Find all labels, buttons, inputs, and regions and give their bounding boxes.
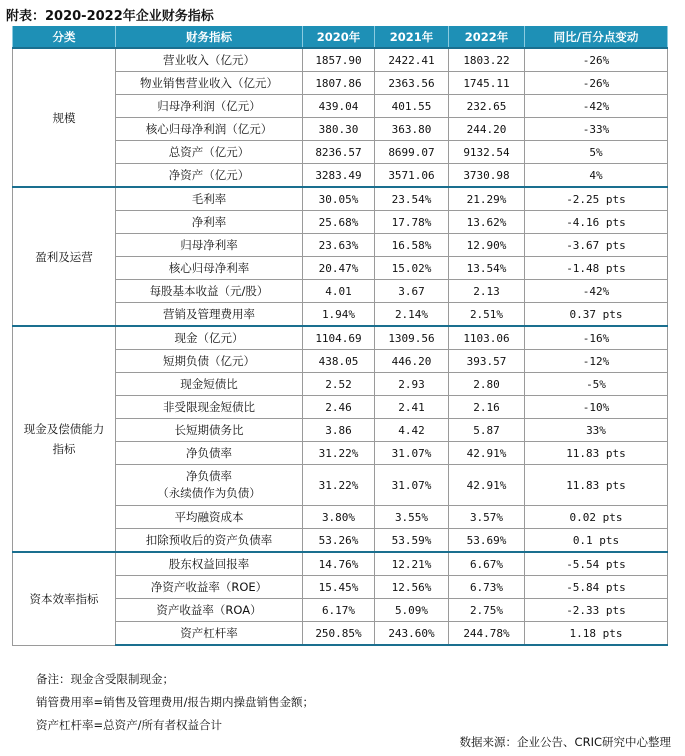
value-2020: 3.86 [303, 419, 375, 442]
value-2020: 31.22% [303, 442, 375, 465]
indicator-cell: 营业收入（亿元） [116, 48, 303, 72]
header-row [13, 26, 668, 48]
value-2021: 3571.06 [375, 164, 449, 188]
indicator-cell: 净资产（亿元） [116, 164, 303, 188]
indicator-cell: 长短期债务比 [116, 419, 303, 442]
value-2022: 9132.54 [449, 141, 525, 164]
note-line: 资产杠杆率=总资产/所有者权益合计 [36, 718, 223, 732]
indicator-cell: 营销及管理费用率 [116, 303, 303, 327]
financial-indicators-table [12, 26, 668, 646]
indicator-cell: 毛利率 [116, 187, 303, 211]
value-2022: 3730.98 [449, 164, 525, 188]
category-scale: 规模 [13, 48, 116, 187]
header-2022: 2022年 [449, 26, 525, 48]
indicator-cell: 总资产（亿元） [116, 141, 303, 164]
indicator-cell: 扣除预收后的资产负债率 [116, 529, 303, 553]
value-2022: 13.62% [449, 211, 525, 234]
value-2021: 446.20 [375, 350, 449, 373]
value-2022: 1803.22 [449, 48, 525, 72]
value-2020: 23.63% [303, 234, 375, 257]
header-indicator: 财务指标 [116, 26, 303, 48]
change-cell: -12% [525, 350, 668, 373]
indicator-cell: 非受限现金短债比 [116, 396, 303, 419]
change-cell: 11.83 pts [525, 465, 668, 506]
value-2021: 363.80 [375, 118, 449, 141]
change-cell: -42% [525, 95, 668, 118]
value-2021: 8699.07 [375, 141, 449, 164]
value-2022: 3.57% [449, 506, 525, 529]
value-2020: 53.26% [303, 529, 375, 553]
indicator-cell: 平均融资成本 [116, 506, 303, 529]
change-cell: -2.33 pts [525, 599, 668, 622]
header-category: 分类 [13, 26, 116, 48]
value-2020: 1857.90 [303, 48, 375, 72]
value-2021: 31.07% [375, 442, 449, 465]
note-line: 备注：现金含受限制现金； [36, 672, 174, 686]
value-2020: 1807.86 [303, 72, 375, 95]
value-2020: 439.04 [303, 95, 375, 118]
value-2021: 2363.56 [375, 72, 449, 95]
value-2020: 2.46 [303, 396, 375, 419]
value-2021: 12.56% [375, 576, 449, 599]
value-2021: 4.42 [375, 419, 449, 442]
value-2022: 2.75% [449, 599, 525, 622]
value-2021: 31.07% [375, 465, 449, 506]
change-cell: 1.18 pts [525, 622, 668, 646]
indicator-cell: 资产杠杆率 [116, 622, 303, 646]
value-2021: 15.02% [375, 257, 449, 280]
value-2022: 244.20 [449, 118, 525, 141]
change-cell: 0.37 pts [525, 303, 668, 327]
value-2022: 21.29% [449, 187, 525, 211]
indicator-cell: 净负债率 （永续债作为负债） [116, 465, 303, 506]
value-2022: 1103.06 [449, 326, 525, 350]
value-2022: 5.87 [449, 419, 525, 442]
note-line: 销管费用率=销售及管理费用/报告期内操盘销售金额； [36, 695, 315, 709]
indicator-cell: 短期负债（亿元） [116, 350, 303, 373]
change-cell: -26% [525, 72, 668, 95]
change-cell: -1.48 pts [525, 257, 668, 280]
change-cell: -5.84 pts [525, 576, 668, 599]
indicator-cell: 资产收益率（ROA） [116, 599, 303, 622]
table-row [13, 552, 668, 576]
indicator-cell: 现金（亿元） [116, 326, 303, 350]
value-2021: 2422.41 [375, 48, 449, 72]
change-cell: -42% [525, 280, 668, 303]
value-2021: 5.09% [375, 599, 449, 622]
value-2021: 2.93 [375, 373, 449, 396]
value-2022: 6.73% [449, 576, 525, 599]
value-2021: 2.41 [375, 396, 449, 419]
value-2022: 42.91% [449, 442, 525, 465]
value-2020: 8236.57 [303, 141, 375, 164]
change-cell: -3.67 pts [525, 234, 668, 257]
value-2022: 244.78% [449, 622, 525, 646]
indicator-cell: 核心归母净利润（亿元） [116, 118, 303, 141]
value-2020: 14.76% [303, 552, 375, 576]
value-2020: 1.94% [303, 303, 375, 327]
value-2020: 4.01 [303, 280, 375, 303]
value-2022: 232.65 [449, 95, 525, 118]
value-2021: 12.21% [375, 552, 449, 576]
category-profitability: 盈利及运营 [13, 187, 116, 326]
data-source: 数据来源：企业公告、CRIC研究中心整理 [459, 735, 671, 749]
value-2021: 3.55% [375, 506, 449, 529]
value-2022: 2.51% [449, 303, 525, 327]
change-cell: -10% [525, 396, 668, 419]
value-2020: 250.85% [303, 622, 375, 646]
value-2020: 30.05% [303, 187, 375, 211]
indicator-cell: 归母净利率 [116, 234, 303, 257]
change-cell: 11.83 pts [525, 442, 668, 465]
value-2022: 13.54% [449, 257, 525, 280]
table-body [13, 48, 668, 645]
change-cell: 0.02 pts [525, 506, 668, 529]
change-cell: 33% [525, 419, 668, 442]
value-2021: 16.58% [375, 234, 449, 257]
change-cell: -4.16 pts [525, 211, 668, 234]
indicator-cell: 净负债率 [116, 442, 303, 465]
change-cell: -33% [525, 118, 668, 141]
change-cell: -26% [525, 48, 668, 72]
value-2022: 12.90% [449, 234, 525, 257]
category-cash-solvency: 现金及偿债能力指标 [13, 326, 116, 552]
table-row [13, 48, 668, 72]
change-cell: 0.1 pts [525, 529, 668, 553]
value-2020: 1104.69 [303, 326, 375, 350]
indicator-cell: 核心归母净利率 [116, 257, 303, 280]
change-cell: -16% [525, 326, 668, 350]
notes [36, 668, 314, 737]
indicator-cell: 净利率 [116, 211, 303, 234]
change-cell: -5.54 pts [525, 552, 668, 576]
value-2020: 20.47% [303, 257, 375, 280]
table-row [13, 326, 668, 350]
value-2021: 401.55 [375, 95, 449, 118]
value-2022: 393.57 [449, 350, 525, 373]
indicator-cell: 净资产收益率（ROE） [116, 576, 303, 599]
category-capital-efficiency: 资本效率指标 [13, 552, 116, 645]
indicator-cell: 物业销售营业收入（亿元） [116, 72, 303, 95]
table-row [13, 187, 668, 211]
indicator-cell: 现金短债比 [116, 373, 303, 396]
change-cell: -2.25 pts [525, 187, 668, 211]
value-2022: 2.13 [449, 280, 525, 303]
value-2021: 23.54% [375, 187, 449, 211]
indicator-cell: 归母净利润（亿元） [116, 95, 303, 118]
value-2022: 53.69% [449, 529, 525, 553]
value-2020: 3283.49 [303, 164, 375, 188]
value-2022: 6.67% [449, 552, 525, 576]
change-cell: 5% [525, 141, 668, 164]
table-title: 附表：2020-2022年企业财务指标 [6, 9, 214, 24]
indicator-cell: 股东权益回报率 [116, 552, 303, 576]
value-2020: 438.05 [303, 350, 375, 373]
value-2022: 1745.11 [449, 72, 525, 95]
value-2021: 3.67 [375, 280, 449, 303]
change-cell: 4% [525, 164, 668, 188]
value-2020: 2.52 [303, 373, 375, 396]
value-2021: 1309.56 [375, 326, 449, 350]
value-2021: 243.60% [375, 622, 449, 646]
value-2021: 17.78% [375, 211, 449, 234]
value-2022: 2.16 [449, 396, 525, 419]
value-2022: 42.91% [449, 465, 525, 506]
indicator-cell: 每股基本收益（元/股） [116, 280, 303, 303]
value-2020: 25.68% [303, 211, 375, 234]
value-2020: 31.22% [303, 465, 375, 506]
value-2022: 2.80 [449, 373, 525, 396]
header-2021: 2021年 [375, 26, 449, 48]
header-change: 同比/百分点变动 [525, 26, 668, 48]
change-cell: -5% [525, 373, 668, 396]
value-2021: 53.59% [375, 529, 449, 553]
value-2020: 6.17% [303, 599, 375, 622]
value-2020: 380.30 [303, 118, 375, 141]
value-2020: 3.80% [303, 506, 375, 529]
header-2020: 2020年 [303, 26, 375, 48]
value-2021: 2.14% [375, 303, 449, 327]
value-2020: 15.45% [303, 576, 375, 599]
